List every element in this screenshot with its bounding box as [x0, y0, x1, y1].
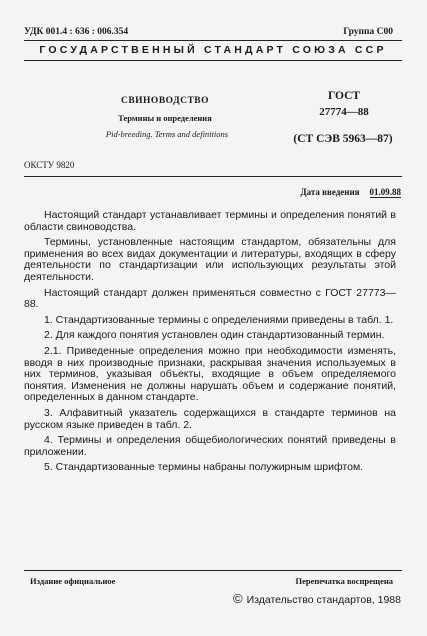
st-sev-number: (СТ СЭВ 5963—87) — [293, 133, 393, 145]
reprint-prohibited-label: Перепечатка воспрещена — [295, 576, 393, 586]
header-rule-bottom — [24, 60, 402, 61]
paragraph: 2. Для каждого понятия установлен один стандартизованный термин. — [44, 329, 385, 342]
paragraph: Термины, установленные настоящим стандартом, обязательны для применения во всех видах документации и литературы, входящих в сферу деятельности по стандартизации или использующих результаты этой деятельности. — [24, 236, 396, 283]
paragraph: Настоящий стандарт устанавливает термины и определения понятий в области свиноводства. — [24, 209, 396, 233]
footer-rule — [24, 570, 402, 571]
udk-code: УДК 001.4 : 636 : 006.354 — [24, 27, 129, 37]
paragraph: 3. Алфавитный указатель содержащихся в стандарте терминов на русском языке приведен в табл. 2. — [24, 406, 396, 431]
standard-subtitle: Термины и определения — [118, 113, 212, 123]
paragraph: 1. Стандартизованные термины с определениями приведены в табл. 1. — [44, 313, 394, 326]
gost-number: 27774—88 — [319, 106, 369, 118]
intro-date-value: 01.09.88 — [369, 187, 401, 197]
state-standard-heading: ГОСУДАРСТВЕННЫЙ СТАНДАРТ СОЮЗА ССР — [39, 44, 387, 56]
gost-label: ГОСТ — [327, 90, 361, 102]
official-edition-label: Издание официальное — [30, 576, 116, 586]
standard-title: СВИНОВОДСТВО — [120, 96, 210, 106]
okstu-rule — [24, 176, 402, 177]
copyright — [233, 591, 401, 606]
paragraph: 2.1. Приведенные определения можно при необходимости изменять, вводя в них производные признаки, раскрывая значения используемых в них терминов, указывая объекты, входящие в объем определяемого понятия. Изменения не должны нарушать объем и содержание понятий, определенных в данном стандарте. — [24, 344, 396, 404]
intro-date — [300, 187, 401, 197]
body-text — [24, 210, 396, 478]
copyright-text: Издательство стандартов, 1988 — [246, 594, 401, 606]
header-rule-top — [24, 40, 402, 41]
paragraph: Настоящий стандарт должен применяться совместно с ГОСТ 27773—88. — [24, 286, 396, 311]
copyright-icon: © — [233, 591, 243, 606]
group-code: Группа С00 — [343, 27, 393, 37]
paragraph: 5. Стандартизованные термины набраны полужирным шрифтом. — [44, 461, 364, 474]
okstu-code: ОКСТУ 9820 — [24, 160, 75, 170]
intro-date-label: Дата введения — [300, 187, 360, 197]
paragraph: 4. Термины и определения общебиологических понятий приведены в приложении. — [24, 434, 396, 458]
standard-title-english: Pid-breeding. Terms and definitions — [105, 129, 229, 139]
